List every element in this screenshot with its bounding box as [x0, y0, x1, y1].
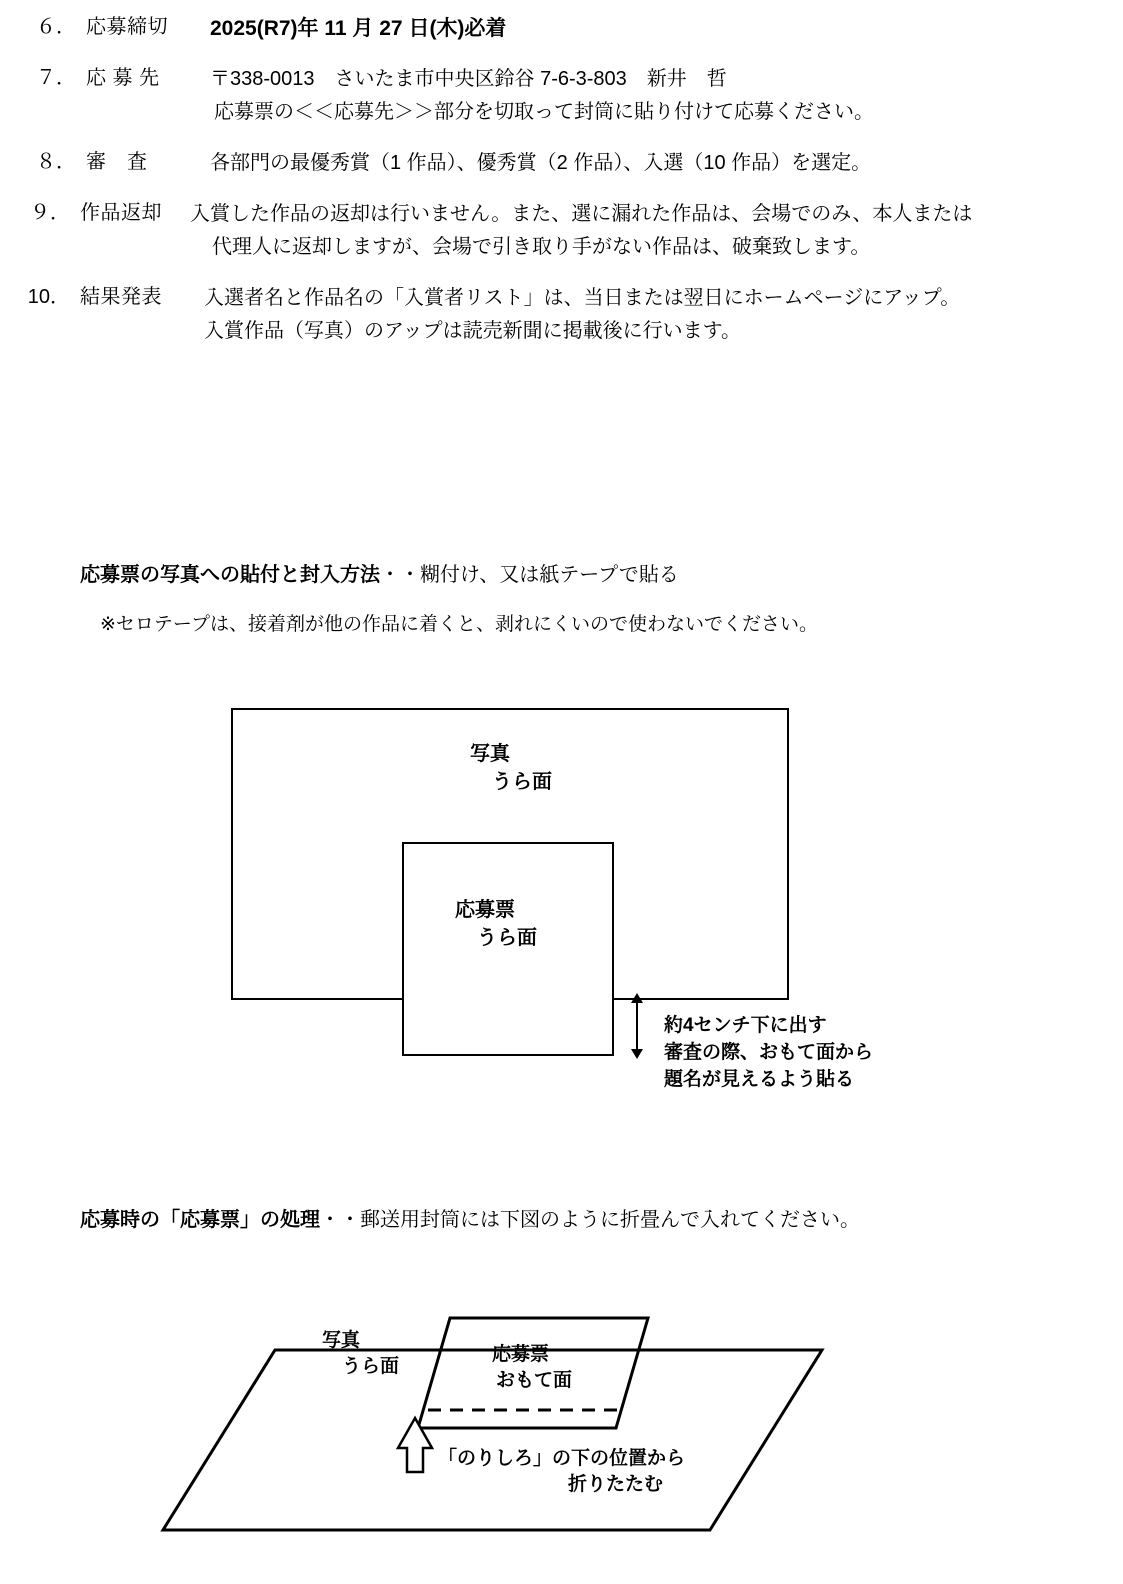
figure-folding: [0, 1300, 1123, 1580]
item-line: 入賞した作品の返却は行いません。また、選に漏れた作品は、会場でのみ、本人または: [190, 203, 973, 225]
photo-back-label-line2: うら面: [342, 1356, 400, 1377]
figure-annotation-line2: 折りたたむ: [568, 1474, 664, 1495]
item-body: [190, 198, 1123, 264]
item-line: 代理人に返却しますが、会場で引き取り手がない作品は、破棄致します。: [212, 236, 871, 258]
item-label: 応 募 先: [86, 67, 160, 89]
list-item: [0, 147, 1123, 180]
item-line: 応募票の＜＜応募先＞＞部分を切取って封筒に貼り付けて応募ください。: [214, 101, 874, 123]
item-number: ９．: [30, 202, 70, 224]
figure-annotation-line2: 審査の際、おもて面から: [664, 1042, 874, 1063]
item-number: ８．: [36, 151, 76, 173]
photo-back-label: [322, 1328, 399, 1380]
photo-back-label-line1: 写真: [470, 743, 510, 765]
section-heading-rest: ・・糊付け、又は紙テープで貼る: [380, 564, 679, 586]
item-number: ６．: [36, 16, 76, 38]
item-body: [198, 282, 1123, 348]
section-heading-attachment: [80, 560, 679, 590]
item-label: 結果発表: [80, 286, 162, 308]
section-heading-folding: [80, 1205, 860, 1235]
item-number: ７．: [36, 67, 76, 89]
item-label: 審 査: [86, 151, 148, 173]
figure-annotation: [664, 1012, 873, 1093]
ticket-front-label: [492, 1342, 572, 1394]
item-line: 2025(R7)年 11 月 27 日(木)必着: [210, 17, 507, 40]
item-body: [204, 147, 1123, 180]
item-label: 応募締切: [86, 16, 168, 38]
item-number: 10．: [27, 286, 70, 308]
item-line: 入賞作品（写真）のアップは読売新聞に掲載後に行います。: [204, 320, 741, 342]
ticket-front-label-line2: おもて面: [496, 1370, 573, 1391]
figure-photo-attachment: [0, 690, 1123, 1150]
item-line: 各部門の最優秀賞（1 作品）、優秀賞（2 作品）、入選（10 作品）を選定。: [210, 152, 872, 174]
section-note-attachment: ※セロテープは、接着剤が他の作品に着くと、剥れにくいので使わないでください。: [100, 614, 818, 635]
requirements-list: [0, 12, 1123, 366]
photo-back-label-line1: 写真: [322, 1330, 361, 1351]
section-heading-bold: 応募時の「応募票」の処理: [80, 1209, 320, 1231]
list-item: [0, 63, 1123, 129]
figure-annotation-line3: 題名が見えるよう貼る: [664, 1069, 855, 1090]
item-body: [204, 12, 1123, 45]
item-line: 入選者名と作品名の「入賞者リスト」は、当日または翌日にホームページにアップ。: [204, 287, 961, 309]
item-label: 作品返却: [80, 202, 162, 224]
list-item: [0, 282, 1123, 348]
section-heading-rest: ・・郵送用封筒には下図のように折畳んで入れてください。: [320, 1209, 860, 1231]
fold-arrow-icon: [398, 1418, 432, 1472]
item-body: [204, 63, 1123, 129]
figure-annotation: [438, 1446, 685, 1498]
ticket-back-label: [455, 896, 537, 952]
list-item: [0, 12, 1123, 45]
item-line: 〒338-0013 さいたま市中央区鈴谷 7-6-3-803 新井 哲: [210, 68, 727, 90]
ticket-front-label-line1: 応募票: [492, 1344, 550, 1365]
figure-annotation-line1: 「のりしろ」の下の位置から: [438, 1448, 686, 1469]
ticket-back-label-line2: うら面: [477, 927, 537, 949]
section-heading-bold: 応募票の写真への貼付と封入方法: [80, 564, 380, 586]
list-item: [0, 198, 1123, 264]
photo-back-label: [470, 740, 552, 796]
figure-annotation-line1: 約4センチ下に出す: [664, 1015, 827, 1036]
double-arrow-icon: [636, 1002, 638, 1050]
ticket-back-label-line1: 応募票: [455, 899, 515, 921]
photo-back-label-line2: うら面: [492, 771, 552, 793]
